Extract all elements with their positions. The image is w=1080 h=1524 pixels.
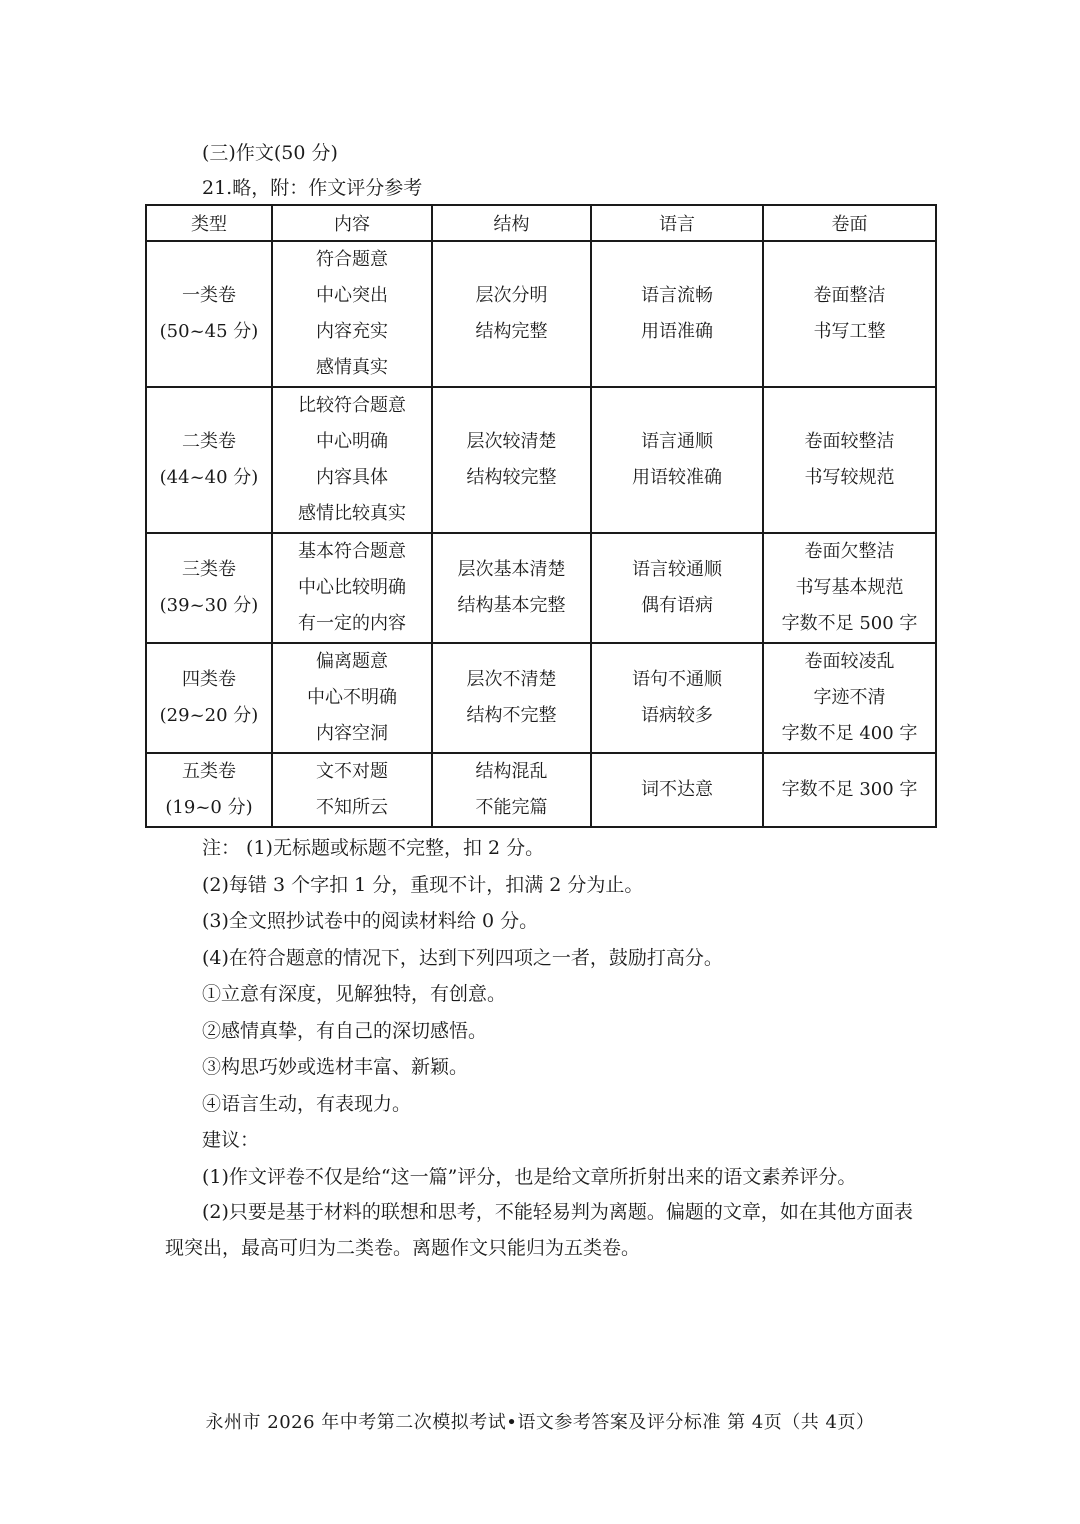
cell-line: 结构不完整 <box>466 705 557 726</box>
question-line: 21.略，附：作文评分参考 <box>202 177 423 199</box>
cell-line: 内容空洞 <box>316 723 388 744</box>
header-type: 类型 <box>146 205 272 241</box>
cell-line: 书写较规范 <box>804 467 895 488</box>
type-cell <box>146 643 272 753</box>
cell-line: 卷面欠整洁 <box>804 541 895 562</box>
language-cell <box>591 753 763 827</box>
cell-line: 层次分明 <box>475 285 548 306</box>
cell-line: 感情比较真实 <box>298 503 406 524</box>
cell-line: 书写基本规范 <box>795 577 904 598</box>
cell-line: 层次较清楚 <box>466 431 557 452</box>
cell-line: 词不达意 <box>641 779 713 800</box>
note-line: (2)每错 3 个字扣 1 分，重现不计，扣满 2 分为止。 <box>202 873 644 896</box>
suggestion-paragraph: (2)只要是基于材料的联想和思考，不能轻易判为离题。偏题的文章，如在其他方面表现突出，最高可归为二类卷。离题作文只能归为五类卷。 <box>165 1201 913 1259</box>
cell-line: 中心比较明确 <box>298 577 406 598</box>
cell-line: 比较符合题意 <box>298 395 406 416</box>
cell-line: 偶有语病 <box>641 595 713 616</box>
cell-line: 文不对题 <box>316 761 388 782</box>
note-line: (1)作文评卷不仅是给“这一篇”评分，也是给文章所折射出来的语文素养评分。 <box>202 1165 857 1188</box>
cell-line: 结构较完整 <box>466 467 557 488</box>
cell-line: 语言较通顺 <box>632 559 722 580</box>
page-cell <box>763 387 936 533</box>
structure-cell <box>432 387 591 533</box>
cell-line: 一类卷 <box>182 285 236 306</box>
cell-line: 字数不足 400 字 <box>781 723 918 744</box>
structure-cell <box>432 241 591 387</box>
section-heading: (三)作文(50 分) <box>202 142 338 164</box>
content-cell <box>272 753 432 827</box>
cell-line: 符合题意 <box>316 249 388 270</box>
cell-line: 有一定的内容 <box>298 613 406 634</box>
note-line: 注： (1)无标题或标题不完整，扣 2 分。 <box>202 837 545 859</box>
type-cell <box>146 753 272 827</box>
cell-line: 三类卷 <box>182 559 236 580</box>
content-cell <box>272 241 432 387</box>
cell-line: 不知所云 <box>316 797 388 818</box>
cell-line: (29~20 分) <box>159 705 259 726</box>
structure-cell <box>432 643 591 753</box>
page-cell <box>763 643 936 753</box>
note-line: 建议： <box>202 1129 260 1151</box>
header-page: 卷面 <box>763 205 936 241</box>
cell-line: 感情真实 <box>316 357 388 378</box>
cell-line: 语言流畅 <box>641 285 713 306</box>
cell-line: 中心突出 <box>316 285 388 306</box>
note-line: ④语言生动，有表现力。 <box>202 1092 412 1115</box>
type-cell <box>146 241 272 387</box>
language-cell <box>591 533 763 643</box>
cell-line: 卷面较凌乱 <box>804 651 895 672</box>
table-header-row <box>146 205 936 241</box>
page-cell <box>763 533 936 643</box>
note-line: (3)全文照抄试卷中的阅读材料给 0 分。 <box>202 910 539 932</box>
type-cell <box>146 387 272 533</box>
cell-line: 语句不通顺 <box>632 669 722 690</box>
page-cell <box>763 241 936 387</box>
cell-line: (44~40 分) <box>159 467 259 488</box>
cell-line: 语言通顺 <box>641 431 713 452</box>
note-line: ②感情真挚，有自己的深切感悟。 <box>202 1019 488 1042</box>
header-content: 内容 <box>272 205 432 241</box>
language-cell <box>591 643 763 753</box>
cell-line: 字数不足 500 字 <box>781 613 918 634</box>
cell-line: 偏离题意 <box>316 651 388 672</box>
content-cell <box>272 533 432 643</box>
cell-line: 卷面整洁 <box>813 285 886 306</box>
page-cell <box>763 753 936 827</box>
structure-cell <box>432 533 591 643</box>
cell-line: 卷面较整洁 <box>804 431 895 452</box>
cell-line: 层次基本清楚 <box>457 559 566 580</box>
header-structure: 结构 <box>432 205 591 241</box>
essay-scoring-table <box>145 204 937 828</box>
type-cell <box>146 533 272 643</box>
table-row <box>146 241 936 387</box>
table-row <box>146 387 936 533</box>
language-cell <box>591 387 763 533</box>
cell-line: 层次不清楚 <box>466 669 557 690</box>
cell-line: 内容充实 <box>316 321 388 342</box>
table-row <box>146 753 936 827</box>
page-footer: 永州市 2026 年中考第二次模拟考试•语文参考答案及评分标准 第 4页（共 4页） <box>205 1412 875 1433</box>
cell-line: 语病较多 <box>641 705 713 726</box>
cell-line: (19~0 分) <box>165 797 253 818</box>
cell-line: 用语较准确 <box>632 467 722 488</box>
note-line: ①立意有深度，见解独特，有创意。 <box>202 983 507 1005</box>
cell-line: 中心明确 <box>316 431 388 452</box>
table-row <box>146 533 936 643</box>
header-language: 语言 <box>591 205 763 241</box>
cell-line: 四类卷 <box>182 669 236 690</box>
cell-line: 五类卷 <box>182 761 236 782</box>
note-line: ③构思巧妙或选材丰富、新颖。 <box>202 1056 469 1078</box>
cell-line: 基本符合题意 <box>298 541 406 562</box>
content-cell <box>272 643 432 753</box>
cell-line: 结构完整 <box>475 321 548 342</box>
table-row <box>146 643 936 753</box>
cell-line: 字数不足 300 字 <box>781 779 918 800</box>
cell-line: 结构基本完整 <box>457 595 566 616</box>
notes-section <box>202 836 856 1201</box>
cell-line: 不能完篇 <box>475 797 548 818</box>
cell-line: (50~45 分) <box>159 321 259 342</box>
cell-line: 字迹不清 <box>813 687 886 708</box>
language-cell <box>591 241 763 387</box>
cell-line: 中心不明确 <box>307 687 397 708</box>
cell-line: 二类卷 <box>182 431 236 452</box>
cell-line: 结构混乱 <box>475 761 548 782</box>
cell-line: (39~30 分) <box>159 595 259 616</box>
structure-cell <box>432 753 591 827</box>
content-cell <box>272 387 432 533</box>
cell-line: 内容具体 <box>316 467 388 488</box>
cell-line: 用语准确 <box>641 321 713 342</box>
cell-line: 书写工整 <box>813 321 886 342</box>
note-line: (4)在符合题意的情况下，达到下列四项之一者，鼓励打高分。 <box>202 946 723 969</box>
